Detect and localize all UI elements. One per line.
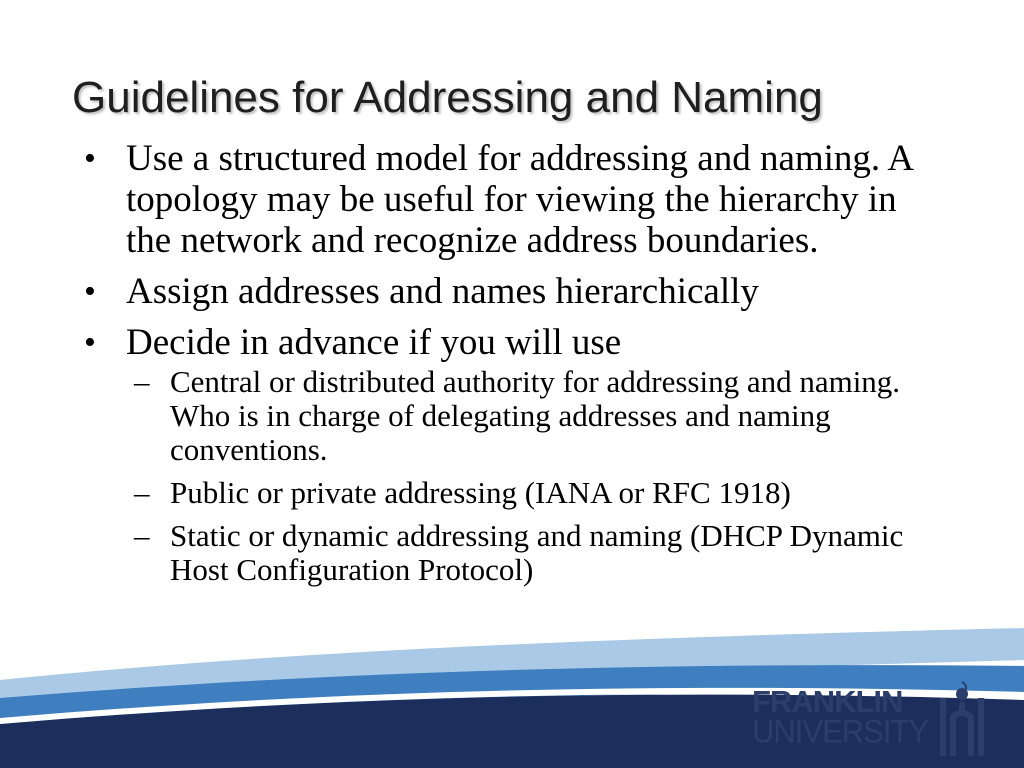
sub-bullet-text: Central or distributed authority for addressing and naming. Who is in charge of delegating addresses and naming conventions. — [170, 364, 901, 467]
sub-bullet-item — [134, 476, 944, 510]
sub-bullet-text: Public or private addressing (IANA or RFC 1918) — [170, 475, 791, 510]
dash-bullet-icon: – — [134, 364, 150, 399]
sub-bullet-item — [134, 519, 944, 587]
sub-bullet-item — [134, 365, 944, 467]
bullet-dot-icon: • — [84, 273, 96, 310]
bullet-text: Use a structured model for addressing and naming. A topology may be useful for viewing the hierarchy in the network and recognize address boundaries. — [126, 138, 913, 261]
bullet-item — [84, 138, 944, 261]
slide-title: Guidelines for Addressing and Naming — [72, 73, 823, 122]
bullet-text: Decide in advance if you will use — [126, 322, 622, 363]
sub-bullet-text: Static or dynamic addressing and naming (DHCP Dynamic Host Configuration Protocol) — [170, 518, 904, 587]
bullet-text: Assign addresses and names hierarchically — [126, 271, 759, 312]
logo-line-2: UNIVERSITY — [752, 713, 929, 750]
bullet-dot-icon: • — [84, 140, 96, 177]
sub-bullet-list — [134, 365, 944, 587]
dash-bullet-icon: – — [134, 518, 150, 553]
bullet-item — [84, 271, 944, 312]
bullet-item — [84, 322, 944, 587]
dash-bullet-icon: – — [134, 475, 150, 510]
bullet-dot-icon: • — [84, 324, 96, 361]
university-emblem-icon — [936, 678, 988, 758]
logo-line-1: FRANKLIN — [752, 684, 903, 719]
franklin-university-logo — [752, 670, 992, 760]
bullet-list — [84, 138, 944, 597]
